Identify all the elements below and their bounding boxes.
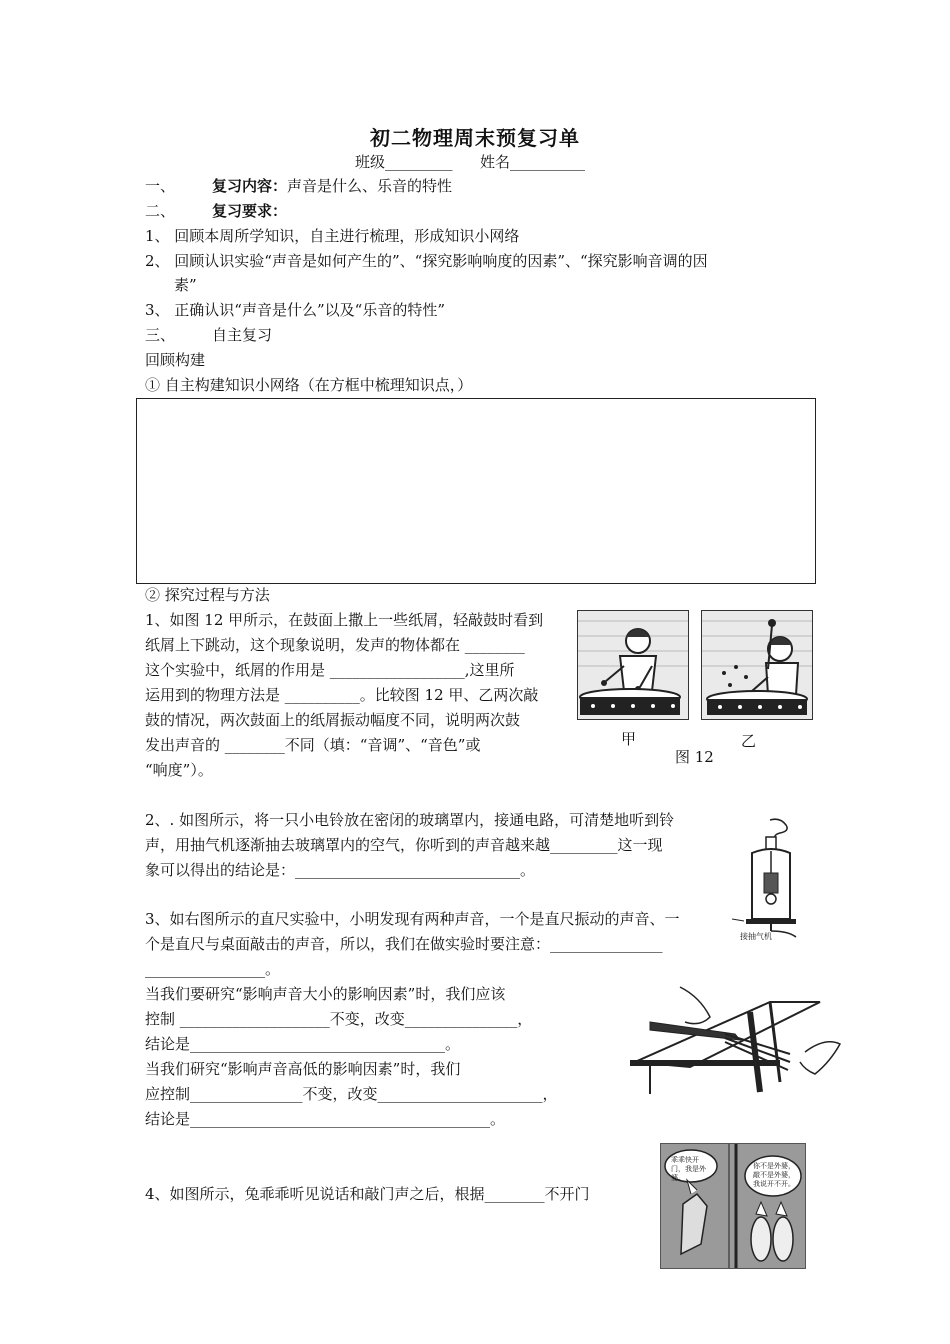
q2-line-2: 声，用抽气机逐渐抽去玻璃罩内的空气，你听到的声音越来越_________这一现 xyxy=(145,836,663,854)
figure-12-label-b: 乙 xyxy=(741,732,757,750)
q3-line-1: 3、如右图所示的直尺实验中，小明发现有两种声音，一个是直尺振动的声音、一 xyxy=(145,910,680,928)
q3-line-9: 结论是________________________________________。 xyxy=(145,1110,506,1128)
section-1-number: 一、 xyxy=(145,177,176,195)
speech-bubble-1: 乖乖快开门，我是外婆。 xyxy=(671,1156,706,1182)
bell-jar-figure xyxy=(730,815,802,945)
q1-line-2: 纸屑上下跳动，这个现象说明，发声的物体都在 ________ xyxy=(145,636,525,654)
process-method-label: ② 探究过程与方法 xyxy=(145,586,270,604)
q3-line-5: 控制 ____________________不变，改变_______________， xyxy=(145,1010,533,1028)
requirement-2-cont: 素” xyxy=(174,276,197,294)
class-field-label: 班级_________ xyxy=(355,153,453,171)
section-3-heading: 自主复习 xyxy=(212,326,273,344)
section-1-heading xyxy=(212,174,452,199)
review-build-label: 回顾构建 xyxy=(145,351,206,369)
section-1-text: 声音是什么、乐音的特性 xyxy=(287,177,453,195)
drum-figure-a xyxy=(577,610,689,720)
q1-line-5: 鼓的情况，两次鼓面上的纸屑振动幅度不同，说明两次鼓 xyxy=(145,711,521,729)
requirement-3: 3、 正确认识“声音是什么”以及“乐音的特性” xyxy=(145,301,445,319)
section-2-heading: 复习要求： xyxy=(212,202,288,220)
knowledge-network-label: ① 自主构建知识小网络（在方框中梳理知识点，） xyxy=(145,376,473,394)
section-2-number: 二、 xyxy=(145,202,176,220)
q1-line-6: 发出声音的 ________不同（填：“音调”、“音色”或 xyxy=(145,736,481,754)
q3-line-8: 应控制_______________不变，改变______________________， xyxy=(145,1085,558,1103)
bell-jar-illustration xyxy=(730,815,802,945)
figure-12-label-a: 甲 xyxy=(621,730,637,748)
q4-line-1: 4、如图所示，兔乖乖听见说话和敲门声之后，根据________不开门 xyxy=(145,1185,590,1203)
q1-line-4: 运用到的物理方法是 __________。比较图 12 甲、乙两次敲 xyxy=(145,686,539,704)
q2-line-1: 2、. 如图所示，将一只小电铃放在密闭的玻璃罩内，接通电路，可清楚地听到铃 xyxy=(145,811,675,829)
speech-bubble-2: 你不是外婆，敲不是外婆，我说开不开。 xyxy=(753,1162,795,1188)
q3-line-7: 当我们研究“影响声音高低的影响因素”时，我们 xyxy=(145,1060,461,1078)
section-1-label: 复习内容： xyxy=(212,177,288,195)
q3-line-3: ________________。 xyxy=(145,960,281,978)
bell-jar-caption: 接抽气机 xyxy=(740,932,772,941)
requirement-2: 2、 回顾认识实验“声音是如何产生的”、“探究影响响度的因素”、“探究影响音调的因 xyxy=(145,252,708,270)
page-title: 初二物理周末预复习单 xyxy=(370,126,580,150)
ruler-illustration xyxy=(630,982,848,1097)
knowledge-network-box[interactable] xyxy=(136,398,816,584)
q3-line-2: 个是直尺与桌面敲击的声音，所以，我们在做实验时要注意：_______________ xyxy=(145,935,663,953)
drum-figure-b xyxy=(701,610,813,720)
q1-line-1: 1、如图 12 甲所示，在鼓面上撒上一些纸屑，轻敲鼓时看到 xyxy=(145,611,544,629)
q1-line-7: “响度”）。 xyxy=(145,761,213,779)
name-field-label: 姓名__________ xyxy=(480,153,586,171)
figure-12-caption: 图 12 xyxy=(675,748,714,766)
drum-a-illustration xyxy=(578,611,688,719)
q1-line-3: 这个实验中，纸屑的作用是 __________________,这里所 xyxy=(145,661,515,679)
section-3-number: 三、 xyxy=(145,326,176,344)
requirement-1: 1、 回顾本周所学知识，自主进行梳理，形成知识小网络 xyxy=(145,227,520,245)
rabbit-door-figure xyxy=(660,1143,806,1269)
ruler-experiment-figure xyxy=(630,982,848,1097)
drum-b-illustration xyxy=(702,611,812,719)
q2-line-3: 象可以得出的结论是：______________________________。 xyxy=(145,861,536,879)
q3-line-4: 当我们要研究“影响声音大小的影响因素”时，我们应该 xyxy=(145,985,506,1003)
q3-line-6: 结论是__________________________________。 xyxy=(145,1035,461,1053)
